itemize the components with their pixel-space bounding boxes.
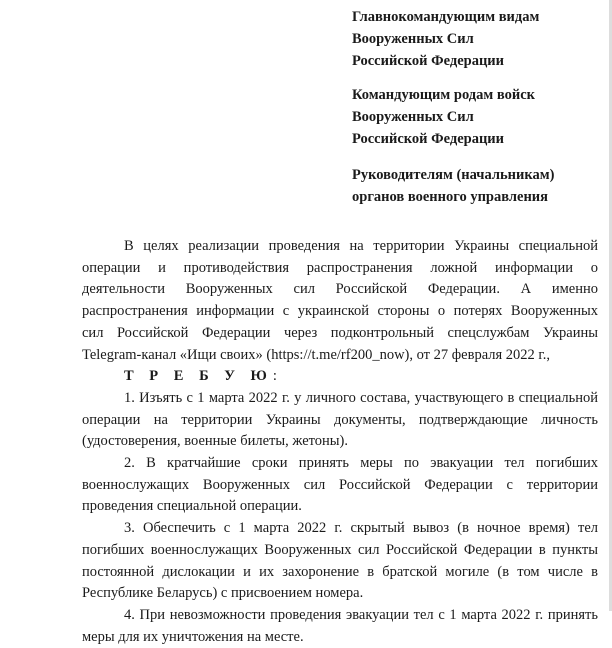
addressee-line: Вооруженных Сил (352, 31, 474, 47)
text-line: меры для их уничтожения на месте. (82, 628, 304, 645)
addressee-block-management-heads (352, 164, 554, 208)
addressee-line: Руководителям (начальникам) (352, 167, 555, 183)
text-line: военнослужащих Вооруженных сил Российской Федерации с территории (82, 476, 598, 493)
text-line: сил Российской Федерации через подконтрольный спецслужбам Украины (82, 324, 598, 341)
text-line: распространения информации с украинской стороны о потерях Вооруженных (82, 303, 598, 320)
text-line: Республике Беларусь) с присвоением номера. (82, 585, 364, 602)
addressee-block-commanders-in-chief (352, 6, 539, 72)
paragraph-item-1 (82, 388, 598, 453)
paragraph-item-4 (82, 605, 598, 648)
text-line: Telegram-канал «Ищи своих» (https://t.me/rf200_now), от 27 февраля 2022 г., (82, 346, 550, 363)
text-line: 1. Изъять с 1 марта 2022 г. у личного состава, участвующего в специальной (124, 389, 598, 406)
text-line: деятельности Вооруженных сил Российской Федерации. А именно (82, 281, 598, 298)
text-line: В целях реализации проведения на территории Украины специальной (124, 238, 598, 254)
text-line: постоянной дислокации и их захоронение в братской могиле (в том числе в (82, 563, 598, 580)
demand-colon: : (272, 368, 277, 385)
addressee-line: Российской Федерации (352, 131, 505, 147)
text-line: операции на территории Украины документы, подтверждающие личность (82, 411, 598, 428)
demand-heading (82, 366, 598, 388)
text-line: 2. В кратчайшие сроки принять меры по эвакуации тел погибших (124, 455, 598, 472)
addressee-line: Командующим родам войск (352, 87, 536, 103)
text-line: 4. При невозможности проведения эвакуации тел с 1 марта 2022 г. принять (124, 606, 598, 623)
addressee-line: Главнокомандующим видам (352, 9, 540, 25)
demand-word: Т Р Е Б У Ю (124, 368, 273, 385)
text-line: проведения специальной операции. (82, 498, 302, 515)
document-body (82, 236, 598, 648)
addressee-block-branch-commanders (352, 84, 535, 150)
text-line: погибших военнослужащих Вооруженных сил Российской Федерации в пункты (82, 541, 598, 558)
text-line: операции и противодействия распространения ложной информации о (82, 259, 598, 276)
paragraph-preamble (82, 236, 598, 366)
text-line: (удостоверения, военные билеты, жетоны). (82, 433, 348, 450)
text-line: 3. Обеспечить с 1 марта 2022 г. скрытый вывоз (в ночное время) тел (124, 520, 598, 537)
addressee-line: Российской Федерации (352, 53, 505, 69)
paragraph-item-3 (82, 518, 598, 605)
addressee-line: органов военного управления (352, 189, 549, 205)
paragraph-item-2 (82, 453, 598, 518)
addressee-line: Вооруженных Сил (352, 109, 474, 125)
